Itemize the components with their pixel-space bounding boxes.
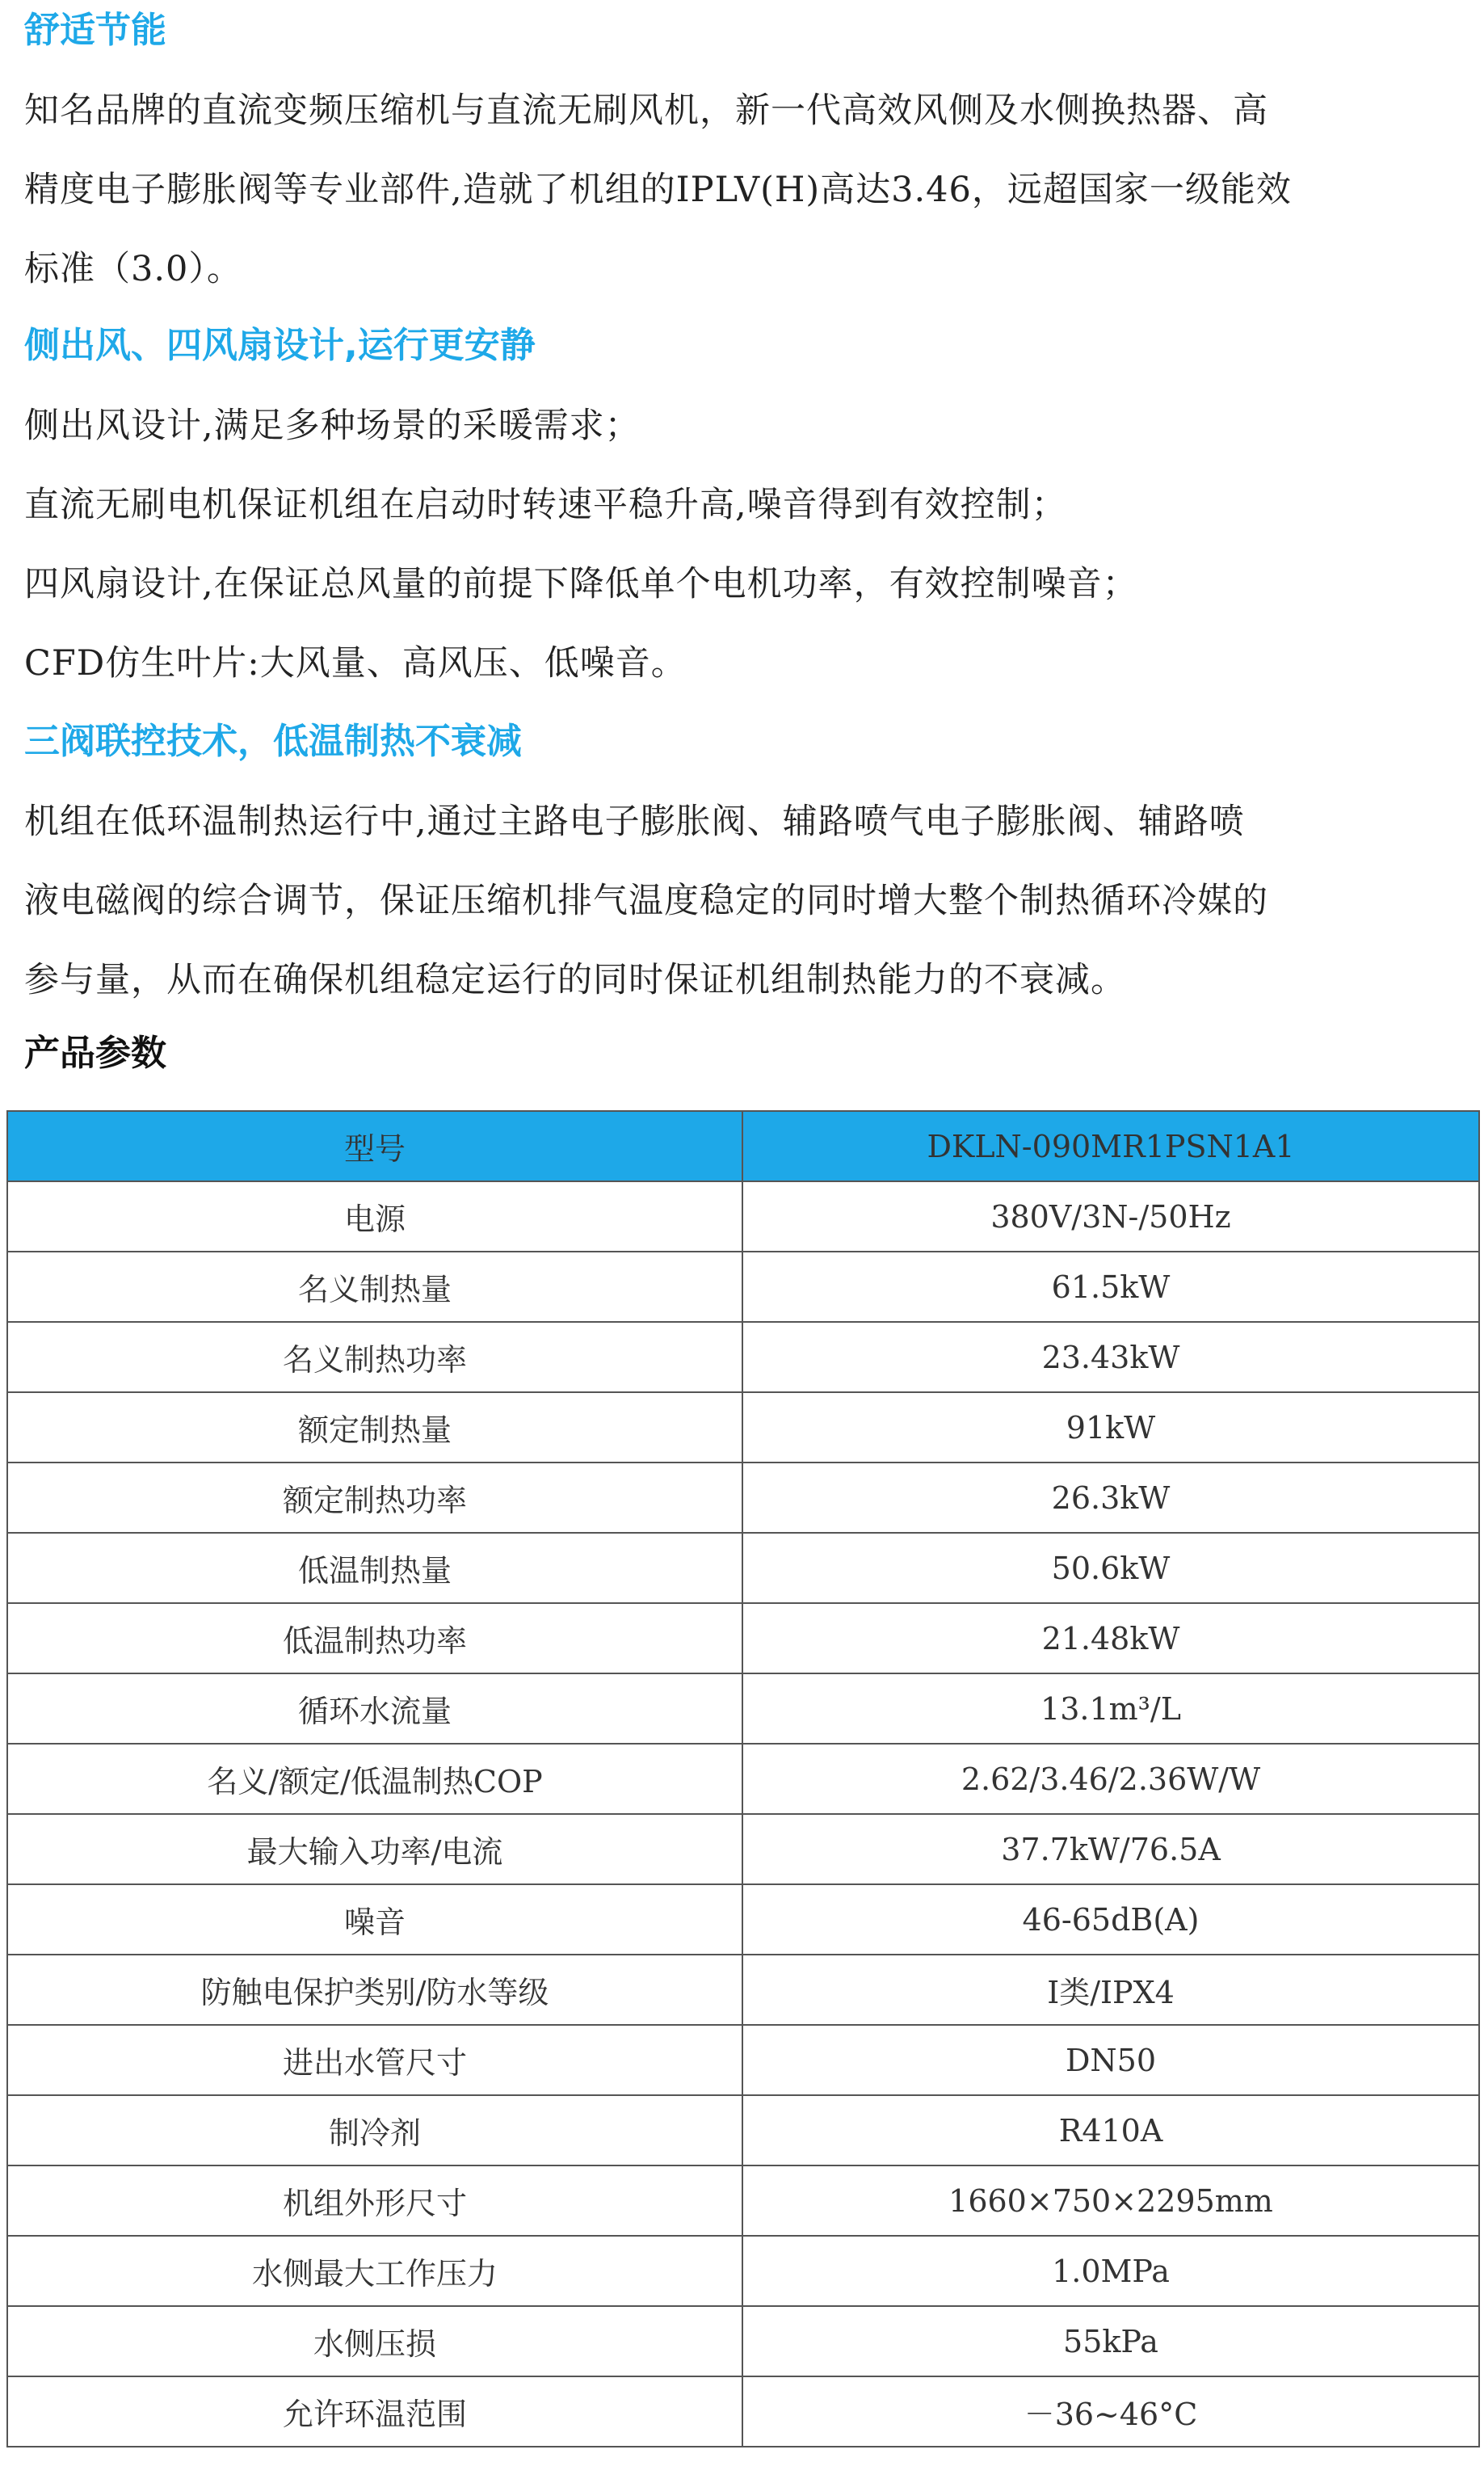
spec-value: 1660×750×2295mm (742, 2165, 1479, 2236)
spec-label: 水侧最大工作压力 (7, 2236, 742, 2306)
spec-value: 380V/3N-/50Hz (742, 1181, 1479, 1252)
spec-label: 低温制热功率 (7, 1603, 742, 1673)
spec-label: 额定制热功率 (7, 1463, 742, 1533)
table-row (7, 1955, 1479, 2025)
params-heading-wrap (24, 1029, 1462, 1078)
paragraph-line: 机组在低环温制热运行中,通过主路电子膨胀阀、辅路喷气电子膨胀阀、辅路喷 (24, 802, 1245, 842)
table-row (7, 1533, 1479, 1603)
paragraph-line: 知名品牌的直流变频压缩机与直流无刷风机，新一代高效风侧及水侧换热器、高 (24, 90, 1268, 131)
spec-value: 1.0MPa (742, 2236, 1479, 2306)
spec-label: 名义/额定/低温制热COP (7, 1744, 742, 1814)
table-row (7, 1603, 1479, 1673)
paragraph-line: 精度电子膨胀阀等专业部件,造就了机组的IPLV(H)高达3.46，远超国家一级能效 (24, 170, 1292, 210)
spec-label: 水侧压损 (7, 2306, 742, 2376)
table-row (7, 2306, 1479, 2376)
spec-label: 防触电保护类别/防水等级 (7, 1955, 742, 2025)
table-row (7, 1744, 1479, 1814)
section-valve-heading-wrap (24, 718, 1462, 766)
table-row (7, 2236, 1479, 2306)
section-heading-quiet: 侧出风、四风扇设计,运行更安静 (24, 325, 536, 366)
table-row (7, 2165, 1479, 2236)
table-row (7, 1884, 1479, 1955)
spec-label: 制冷剂 (7, 2095, 742, 2165)
paragraph-valve (24, 782, 1462, 1020)
spec-label: 循环水流量 (7, 1673, 742, 1744)
table-row (7, 2376, 1479, 2447)
spec-value: 46-65dB(A) (742, 1884, 1479, 1955)
paragraph-line: 液电磁阀的综合调节，保证压缩机排气温度稳定的同时增大整个制热循环冷媒的 (24, 881, 1268, 921)
spec-value: 2.62/3.46/2.36W/W (742, 1744, 1479, 1814)
spec-table (6, 1110, 1480, 2447)
spec-header-label: 型号 (7, 1111, 742, 1181)
paragraph-line: 标准（3.0）。 (24, 249, 242, 289)
spec-label: 允许环温范围 (7, 2376, 742, 2447)
spec-label: 进出水管尺寸 (7, 2025, 742, 2095)
section-quiet-body (24, 386, 1462, 703)
paragraph-line: CFD仿生叶片:大风量、高风压、低噪音。 (24, 643, 687, 684)
spec-header-value: DKLN-090MR1PSN1A1 (742, 1111, 1479, 1181)
spec-value: 61.5kW (742, 1252, 1479, 1322)
section-comfort-body (24, 71, 1462, 309)
paragraph-line: 直流无刷电机保证机组在启动时转速平稳升高,噪音得到有效控制； (24, 485, 1067, 525)
spec-label: 机组外形尺寸 (7, 2165, 742, 2236)
paragraph-line: 参与量，从而在确保机组稳定运行的同时保证机组制热能力的不衰减。 (24, 960, 1126, 1000)
spec-label: 电源 (7, 1181, 742, 1252)
spec-label: 名义制热功率 (7, 1322, 742, 1392)
spec-label: 噪音 (7, 1884, 742, 1955)
spec-value: I类/IPX4 (742, 1955, 1479, 2025)
paragraph-line: 四风扇设计,在保证总风量的前提下降低单个电机功率，有效控制噪音； (24, 564, 1138, 604)
table-row (7, 1463, 1479, 1533)
spec-value: －36~46°C (742, 2376, 1479, 2447)
table-row (7, 1392, 1479, 1463)
spec-label: 低温制热量 (7, 1533, 742, 1603)
table-row (7, 2095, 1479, 2165)
section-quiet-heading-wrap (24, 322, 1462, 370)
spec-value: 55kPa (742, 2306, 1479, 2376)
spec-value: 21.48kW (742, 1603, 1479, 1673)
table-row (7, 1673, 1479, 1744)
spec-label: 额定制热量 (7, 1392, 742, 1463)
paragraph-quiet (24, 386, 1462, 703)
spec-value: 50.6kW (742, 1533, 1479, 1603)
section-valve-body (24, 782, 1462, 1020)
spec-value: 13.1m³/L (742, 1673, 1479, 1744)
table-row (7, 2025, 1479, 2095)
spec-value: 37.7kW/76.5A (742, 1814, 1479, 1884)
spec-label: 最大输入功率/电流 (7, 1814, 742, 1884)
table-row (7, 1181, 1479, 1252)
spec-value: 26.3kW (742, 1463, 1479, 1533)
spec-table-header-row (7, 1111, 1479, 1181)
spec-label: 名义制热量 (7, 1252, 742, 1322)
section-heading-valve: 三阀联控技术，低温制热不衰减 (24, 721, 522, 762)
table-row (7, 1814, 1479, 1884)
spec-value: R410A (742, 2095, 1479, 2165)
section-heading-comfort: 舒适节能 (24, 10, 166, 51)
section-comfort-heading-wrap (24, 6, 1462, 55)
table-row (7, 1252, 1479, 1322)
spec-value: DN50 (742, 2025, 1479, 2095)
table-row (7, 1322, 1479, 1392)
paragraph-line: 侧出风设计,满足多种场景的采暖需求； (24, 406, 641, 446)
spec-value: 23.43kW (742, 1322, 1479, 1392)
params-heading: 产品参数 (24, 1033, 166, 1074)
paragraph-comfort (24, 71, 1462, 309)
spec-value: 91kW (742, 1392, 1479, 1463)
